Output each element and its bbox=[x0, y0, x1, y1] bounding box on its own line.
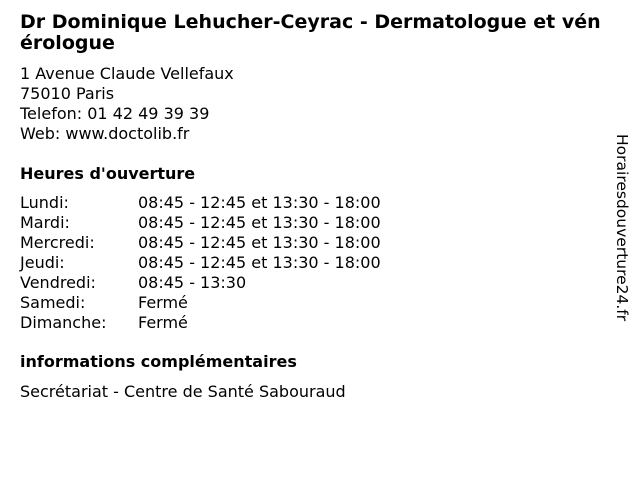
street-address: 1 Avenue Claude Vellefaux bbox=[20, 64, 234, 83]
hours-row-wednesday bbox=[20, 233, 610, 253]
hours-row-friday bbox=[20, 273, 610, 293]
hours-row-monday bbox=[20, 193, 610, 213]
time-value: 08:45 - 12:45 et 13:30 - 18:00 bbox=[138, 193, 381, 212]
page-title: Dr Dominique Lehucher-Ceyrac - Dermatologue et vénérologue bbox=[20, 11, 601, 54]
day-label: Lundi: bbox=[20, 193, 69, 212]
hours-heading: Heures d'ouverture bbox=[20, 164, 196, 183]
business-card bbox=[20, 12, 610, 402]
time-value: 08:45 - 12:45 et 13:30 - 18:00 bbox=[138, 253, 381, 272]
hours-row-saturday bbox=[20, 293, 610, 313]
hours-row-tuesday bbox=[20, 213, 610, 233]
day-label: Dimanche: bbox=[20, 313, 107, 332]
info-heading: informations complémentaires bbox=[20, 352, 297, 371]
time-value: Fermé bbox=[138, 313, 188, 332]
day-label: Jeudi: bbox=[20, 253, 65, 272]
phone-number: Telefon: 01 42 49 39 39 bbox=[20, 104, 210, 123]
site-watermark: Horairesdouverture24.fr bbox=[613, 134, 631, 322]
day-label: Vendredi: bbox=[20, 273, 96, 292]
time-value: 08:45 - 13:30 bbox=[138, 273, 247, 292]
time-value: 08:45 - 12:45 et 13:30 - 18:00 bbox=[138, 213, 381, 232]
day-label: Samedi: bbox=[20, 293, 86, 312]
day-label: Mardi: bbox=[20, 213, 70, 232]
hours-row-thursday bbox=[20, 253, 610, 273]
website: Web: www.doctolib.fr bbox=[20, 124, 190, 143]
time-value: 08:45 - 12:45 et 13:30 - 18:00 bbox=[138, 233, 381, 252]
hours-row-sunday bbox=[20, 313, 610, 333]
address-block bbox=[20, 64, 610, 144]
city-postal: 75010 Paris bbox=[20, 84, 115, 103]
time-value: Fermé bbox=[138, 293, 188, 312]
hours-table bbox=[20, 193, 610, 333]
day-label: Mercredi: bbox=[20, 233, 95, 252]
info-text: Secrétariat - Centre de Santé Sabouraud bbox=[20, 382, 346, 401]
